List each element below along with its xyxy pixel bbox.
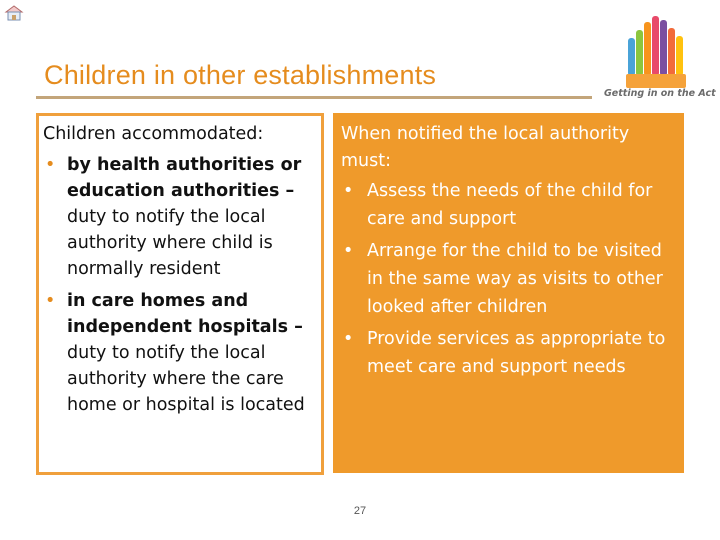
list-item: • Arrange for the child to be visited in the same way as visits to other looked after children [341,237,679,321]
list-item [43,152,319,282]
title-divider [36,96,592,99]
list-item: • Provide services as appropriate to meet care and support needs [341,325,679,381]
page-title: Children in other establishments [44,60,437,90]
list-item-text: duty to notify the local authority where child is normally resident [67,207,273,279]
list-item-strong: by health authorities or education authorities – [67,155,302,201]
list-item: • Assess the needs of the child for care and support [341,177,679,233]
list-item [43,288,319,418]
raised-hands-logo-icon [626,16,690,90]
right-panel [333,113,684,473]
right-panel-intro: When notified the local authority must: [341,124,630,171]
right-panel-list [341,177,679,385]
logo [604,16,716,108]
left-panel-intro: Children accommodated: [43,124,264,144]
list-item-strong: in care homes and independent hospitals – [67,291,303,337]
logo-text: Getting in on the Act [604,88,716,99]
house-icon [4,4,24,22]
left-panel-list [43,152,319,424]
list-item-text: duty to notify the local authority where the care home or hospital is located [67,343,305,415]
left-panel [36,113,324,475]
page-number: 27 [353,505,367,517]
